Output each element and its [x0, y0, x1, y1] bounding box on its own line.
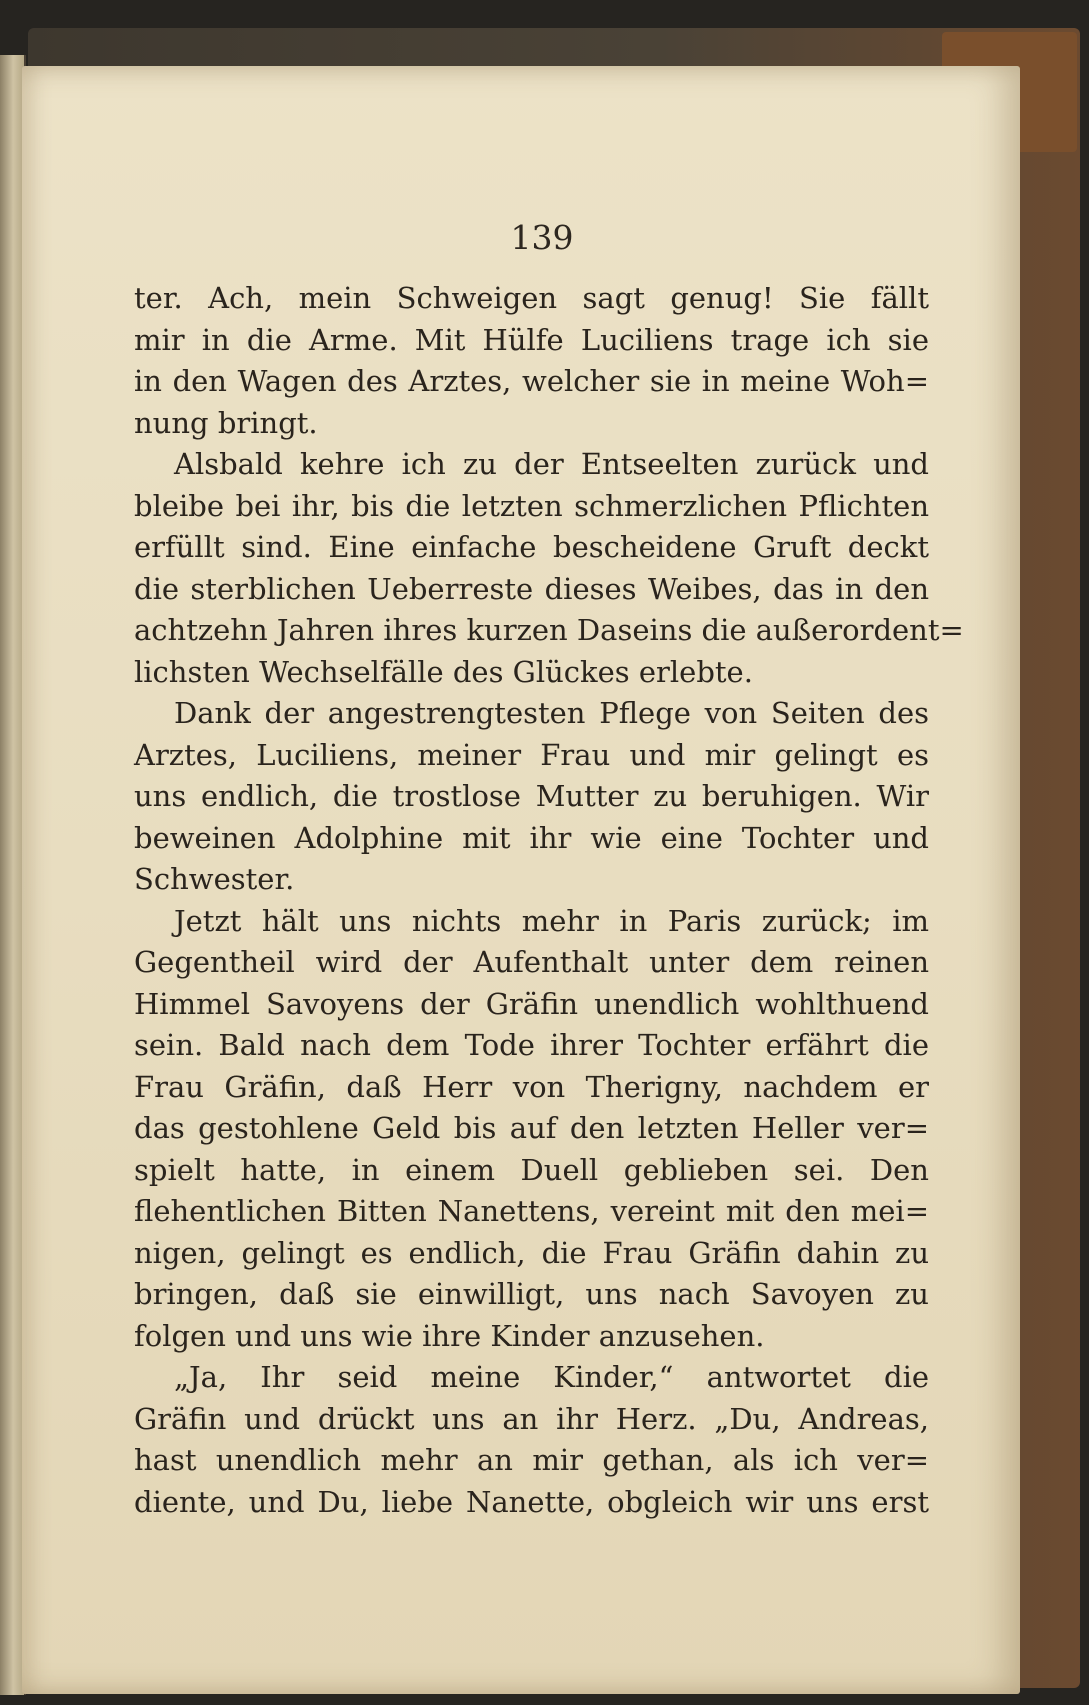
text-line: uns endlich, die trostlose Mutter zu beruhigen. Wir [134, 779, 929, 813]
text-line: erfüllt sind. Eine einfache bescheidene Gruft deckt [134, 530, 929, 564]
text-line: flehentlichen Bitten Nanettens, vereint mit den mei= [134, 1194, 929, 1228]
book-page [22, 66, 1020, 1694]
text-line: Gegentheil wird der Aufenthalt unter dem reinen [134, 945, 929, 979]
text-line: Alsbald kehre ich zu der Entseelten zurück und [174, 447, 929, 481]
text-line: ter. Ach, mein Schweigen sagt genug! Sie fällt [134, 281, 929, 315]
text-line: „Ja, Ihr seid meine Kinder,“ antwortet die [174, 1360, 929, 1394]
text-line: mir in die Arme. Mit Hülfe Luciliens trage ich sie [134, 322, 929, 357]
text-line: in den Wagen des Arztes, welcher sie in meine Woh= [134, 364, 929, 398]
text-line: spielt hatte, in einem Duell geblieben sei. Den [134, 1152, 929, 1187]
text-line: nigen, gelingt es endlich, die Frau Gräfin dahin zu [134, 1235, 929, 1270]
text-line: sein. Bald nach dem Tode ihrer Tochter erfährt die [134, 1028, 929, 1062]
text-line: folgen und uns wie ihre Kinder anzusehen. [134, 1318, 765, 1353]
text-line: Schwester. [134, 862, 295, 896]
text-line: bringen, daß sie einwilligt, uns nach Savoyen zu [134, 1277, 929, 1311]
text-line: diente, und Du, liebe Nanette, obgleich wir uns erst [134, 1484, 929, 1519]
text-line: Dank der angestrengtesten Pflege von Seiten des [174, 696, 929, 730]
text-line: bleibe bei ihr, bis die letzten schmerzlichen Pflichten [134, 488, 929, 523]
text-line: hast unendlich mehr an mir gethan, als ich ver= [134, 1443, 929, 1477]
text-line: beweinen Adolphine mit ihr wie eine Tochter und [134, 820, 929, 855]
text-line: Himmel Savoyens der Gräfin unendlich wohlthuend [134, 986, 929, 1021]
page-body-text [134, 278, 964, 1523]
text-line: die sterblichen Ueberreste dieses Weibes, das in den [134, 571, 929, 606]
text-line: Jetzt hält uns nichts mehr in Paris zurück; im [174, 903, 929, 938]
text-line: nung bringt. [134, 405, 318, 440]
text-line: achtzehn Jahren ihres kurzen Daseins die außerordent= [134, 613, 964, 647]
page-number: 139 [510, 218, 574, 257]
text-line: das gestohlene Geld bis auf den letzten Heller ver= [134, 1111, 929, 1145]
text-line: Gräfin und drückt uns an ihr Herz. „Du, Andreas, [134, 1401, 929, 1436]
text-line: Arztes, Luciliens, meiner Frau und mir gelingt es [134, 737, 929, 772]
text-line: Frau Gräfin, daß Herr von Therigny, nachdem er [134, 1069, 929, 1104]
text-line: lichsten Wechselfälle des Glückes erlebte. [134, 654, 753, 689]
